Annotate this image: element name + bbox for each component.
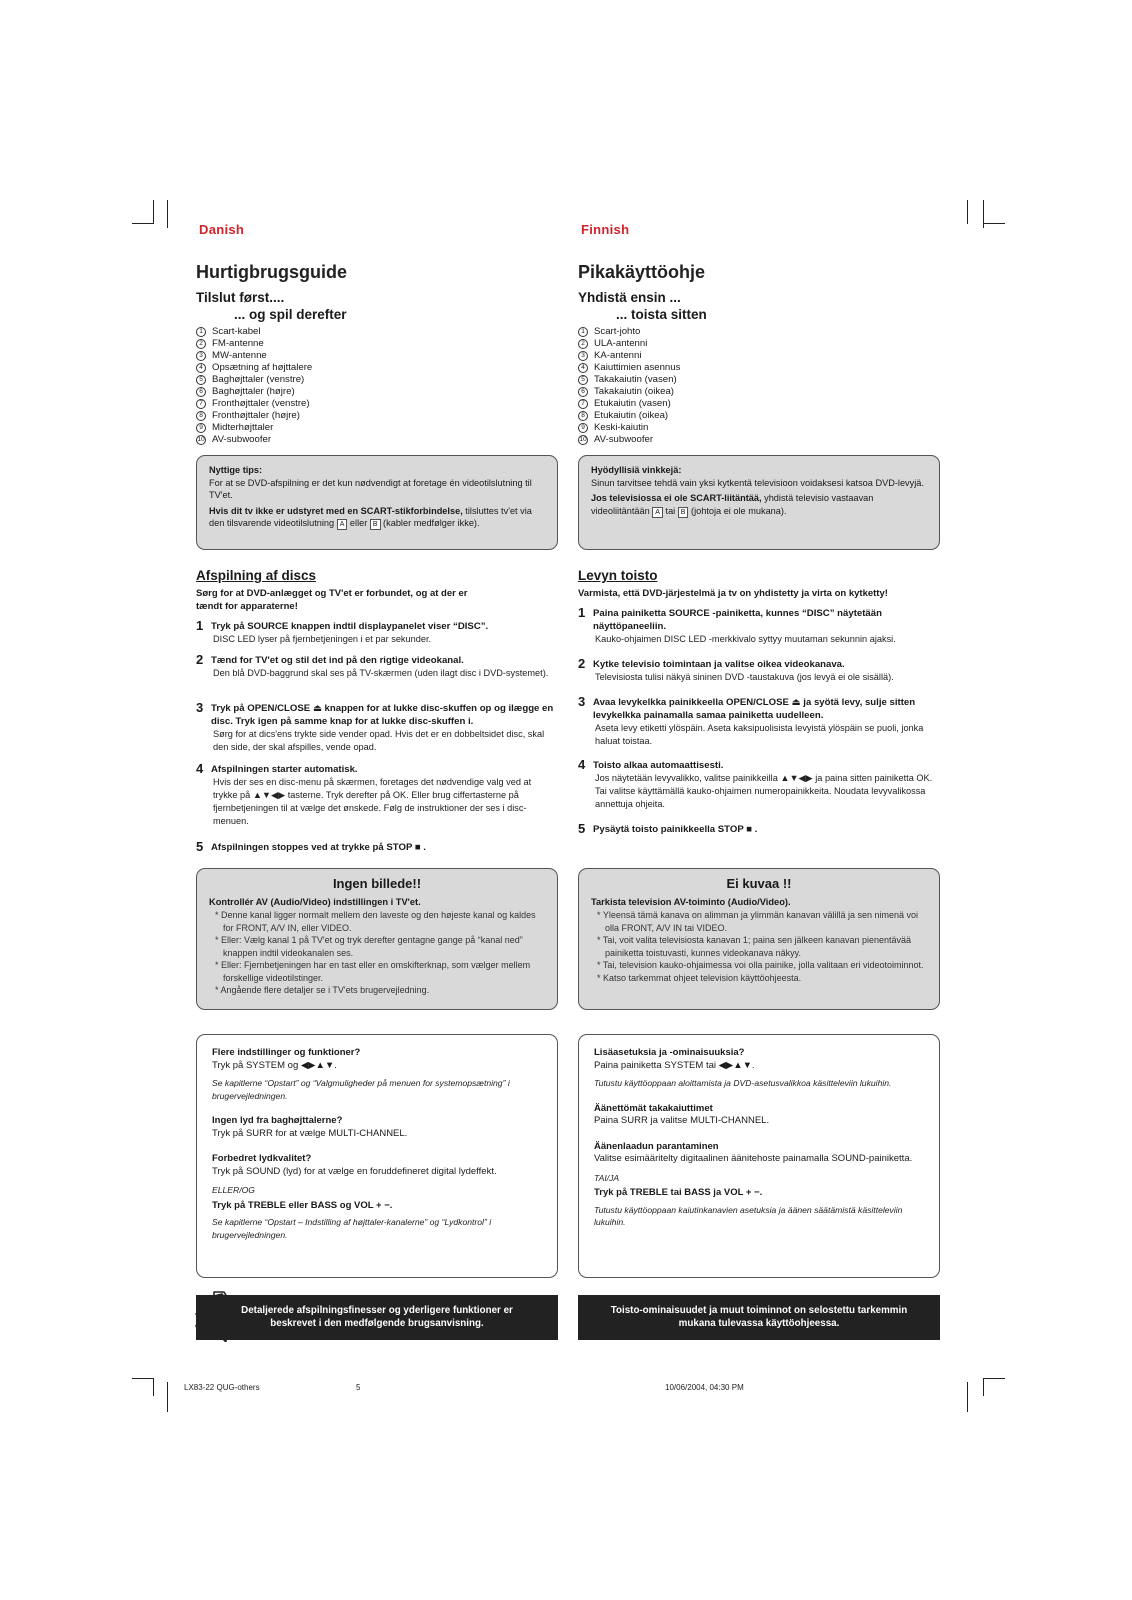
list-item: 9 Keski-kaiutin xyxy=(578,422,680,434)
list-item: 6 Takakaiutin (oikea) xyxy=(578,386,680,398)
list-item: 5 Takakaiutin (vasen) xyxy=(578,374,680,386)
list-item: * Tai, voit valita televisiosta kanavan 1; paina sen jälkeen kanavan pienentävää painiketta toistuvasti, kunnes videokanava näkyy. xyxy=(597,935,912,958)
crop-mark xyxy=(967,200,968,224)
tips-title: Hyödyllisiä vinkkejä: xyxy=(591,465,682,475)
list-item: 8 Fronthøjttaler (højre) xyxy=(196,410,312,422)
no-picture-title: Ei kuvaa !! xyxy=(726,876,792,891)
crop-mark xyxy=(983,1378,1005,1379)
list-item: * Eller: Fjernbetjeningen har en tast eller en omskifterknap, som vælger mellem forskellige videotilstinger. xyxy=(215,960,531,983)
step-1: 1 Paina painiketta SOURCE -painiketta, kunnes “DISC” näytetään näyttöpaneeliin. Kauko-ohjaimen DISC LED -merkkivalo syttyy muutaman sekunnin ajaksi. xyxy=(578,605,896,644)
list-item: 7 Fronthøjttaler (venstre) xyxy=(196,398,312,410)
step-1: 1 Tryk på SOURCE knappen indtil displaypanelet viser “DISC”. DISC LED lyser på fjernbetjeningen i et par sekunder. xyxy=(196,618,489,644)
more-settings-box: Flere indstillinger og funktioner? Tryk på SYSTEM og ◀▶▲▼. Se kapitlerne “Opstart” og “Valgmuligheder på menuen for systemopsætning” i brugervejledningen. Ingen lyd fra baghøjttalerne? Tryk på SURR for at vælge MULTI-CHANNEL. Forbedret lydkvalitet? Tryk på SOUND (lyd) for at vælge en foruddefineret digital lydeffekt. ELLER/OG Tryk på TREBLE eller BASS og VOL + −. Se kapitlerne “Opstart – Indstilling af højttaler-kanalerne” og “Lydkontrol” i brugervejledningen. xyxy=(196,1034,558,1278)
list-item: 5 Baghøjttaler (venstre) xyxy=(196,374,312,386)
list-item: 10 AV-subwoofer xyxy=(197,434,272,445)
tips-box xyxy=(578,455,940,550)
subtitle-play: ... og spil derefter xyxy=(234,307,347,322)
connector-label: B xyxy=(370,519,381,530)
tips-title: Nyttige tips: xyxy=(209,465,263,475)
parts-list xyxy=(196,326,312,446)
parts-list xyxy=(578,326,680,446)
finnish-column xyxy=(578,222,940,1329)
section-title: Afspilning af discs xyxy=(196,568,317,583)
list-item: 10 AV-subwoofer xyxy=(579,434,654,445)
tips-line: For at se DVD-afspilning er det kun nødvendigt at foretage én videotilslutning til TV'et. xyxy=(209,477,532,500)
list-item: * Tai, television kauko-ohjaimessa voi olla painike, jolla valitaan eri videotoiminnot. xyxy=(597,960,924,970)
guide-title: Hurtigbrugsguide xyxy=(196,262,347,282)
tips-line: Sinun tarvitsee tehdä vain yksi kytkentä televisioon voidaksesi katsoa DVD-levyjä. xyxy=(591,477,924,488)
list-item: 9 Midterhøjttaler xyxy=(196,422,312,434)
language-label: Finnish xyxy=(581,222,630,237)
list-item: 2 FM-antenne xyxy=(196,338,312,350)
subtitle-play: ... toista sitten xyxy=(616,307,707,322)
step-5: 5 Pysäytä toisto painikkeella STOP ■ . xyxy=(578,821,758,836)
connector-label: B xyxy=(678,507,689,518)
no-picture-heading: Kontrollér AV (Audio/Video) indstillingen i TV'et. xyxy=(209,897,421,907)
list-item: 2 ULA-antenni xyxy=(578,338,680,350)
language-label: Danish xyxy=(199,222,245,237)
list-item: * Katso tarkemmat ohjeet television käyttöohjeesta. xyxy=(597,972,802,983)
list-item: * Denne kanal ligger normalt mellem den laveste og den højeste kanal og kaldes for FRONT, A/V IN, eller VIDEO. xyxy=(215,910,536,933)
tips-line: Hvis dit tv ikke er udstyret med en SCART-stikforbindelse, tilsluttes tv'et via den tilsvarende videotilslutning A eller B (kabler medfølger ikke). xyxy=(209,505,532,528)
list-item: 1 Scart-kabel xyxy=(196,326,312,338)
section-intro: Varmista, että DVD-järjestelmä ja tv on yhdistetty ja virta on kytketty! xyxy=(578,588,888,599)
list-item: 4 Opsætning af højttalere xyxy=(196,362,312,374)
crop-mark xyxy=(983,223,1005,224)
list-item: 8 Etukaiutin (oikea) xyxy=(578,410,680,422)
info-bar: Toisto-ominaisuudet ja muut toiminnot on selostettu tarkemmin mukana tulevassa käyttöohjeessa. xyxy=(578,1295,940,1340)
list-item: * Yleensä tämä kanava on alimman ja ylimmän kanavan välillä ja sen nimenä voi olla FRONT, A/V IN tai VIDEO. xyxy=(597,910,919,933)
footer-page: 5 xyxy=(356,1383,361,1392)
footer-date: 10/06/2004, 04:30 PM xyxy=(665,1383,744,1392)
step-3: 3 Tryk på OPEN/CLOSE ⏏ knappen for at lukke disc-skuffen op og ilægge en disc. Tryk igen på samme knap for at lukke disc-skuffen i. Sørg for at dics'ens trykte side vender opad. Hvis det er en dobbeltsidet disc, skal den side, der skal afspilles, vende opad. xyxy=(196,700,554,752)
step-2: 2 Tænd for TV'et og stil det ind på den rigtige videokanal. Den blå DVD-baggrund skal ses på TV-skærmen (uden ilagt disc i DVD-systemet). xyxy=(196,652,549,678)
no-picture-box xyxy=(196,868,558,1010)
danish-column xyxy=(196,222,558,1329)
crop-mark xyxy=(132,1378,154,1379)
more-settings-box: Lisäasetuksia ja -ominaisuuksia? Paina painiketta SYSTEM tai ◀▶▲▼. Tutustu käyttöoppaan aloittamista ja DVD-asetusvalikkoa käsitteleviin lukuihin. Äänettömät takakaiuttimet Paina SURR ja valitse MULTI-CHANNEL. Äänenlaadun parantaminen Valitse esimääritelty digitaalinen äänitehoste painamalla SOUND-painiketta. TAI/JA Tryk på TREBLE tai BASS ja VOL + −. Tutustu käyttöoppaan kaiutinkanavien asetuksia ja äänen säätämistä käsitteleviin lukuihin. xyxy=(578,1034,940,1278)
info-bar: Detaljerede afspilningsfinesser og yderligere funktioner er beskrevet i den medfølgende brugsanvisning. xyxy=(196,1295,558,1340)
crop-mark xyxy=(967,1382,968,1412)
crop-mark xyxy=(132,223,154,224)
list-item: 3 KA-antenni xyxy=(578,350,680,362)
no-picture-heading: Tarkista television AV-toiminto (Audio/Video). xyxy=(591,897,791,907)
list-item: 1 Scart-johto xyxy=(578,326,680,338)
crop-mark xyxy=(983,1378,984,1396)
guide-title: Pikakäyttöohje xyxy=(578,262,706,282)
crop-mark xyxy=(167,200,168,228)
section-intro: Sørg for at DVD-anlægget og TV'et er forbundet, og at der er tændt for apparaterne! xyxy=(196,588,468,612)
list-item: 3 MW-antenne xyxy=(196,350,312,362)
crop-mark xyxy=(167,1382,168,1412)
step-2: 2 Kytke televisio toimintaan ja valitse oikea videokanava. Televisiosta tulisi näkyä sininen DVD -taustakuva (jos levyä ei ole sisällä). xyxy=(578,656,894,682)
section-title: Levyn toisto xyxy=(578,568,658,583)
list-item: 6 Baghøjttaler (højre) xyxy=(196,386,312,398)
list-item: 4 Kaiuttimien asennus xyxy=(578,362,680,374)
step-4: 4 Toisto alkaa automaattisesti. Jos näytetään levyvalikko, valitse painikkeilla ▲▼◀▶ ja paina sitten painiketta OK. Tai valitse käyttämällä kauko-ohjaimen numeropainikkeita. Noudata levyvalikossa annettuja ohjeita. xyxy=(578,757,933,809)
footer-file: LX83-22 QUG-others xyxy=(184,1383,260,1392)
subtitle-connect: Tilslut først.... xyxy=(196,290,285,305)
tips-box xyxy=(196,455,558,550)
no-picture-box xyxy=(578,868,940,1010)
no-picture-title: Ingen billede!! xyxy=(332,876,422,891)
list-item: * Eller: Vælg kanal 1 på TV'et og tryk derefter gentagne gange på “kanal ned” knappen indtil videokanalen ses. xyxy=(215,935,523,958)
list-item: * Angående flere detaljer se i TV'ets brugervejledning. xyxy=(215,985,430,995)
step-4: 4 Afspilningen starter automatisk. Hvis der ses en disc-menu på skærmen, foretages det nødvendige valg ved at trykke på ▲▼◀▶ tasterne. Tryk derefter på OK. Eller brug ciffertasterne på fjernbetjeningen til at vælge det ønskede. Følg de instruktioner der ses i disc-menuen. xyxy=(196,761,532,826)
list-item: 7 Etukaiutin (vasen) xyxy=(578,398,680,410)
connector-label: A xyxy=(337,519,348,530)
step-3: 3 Avaa levykelkka painikkeella OPEN/CLOSE ⏏ ja syötä levy, sulje sitten levykelkka painamalla samaa painiketta uudelleen. Aseta levy etiketti ylöspäin. Aseta kaksipuolisista levyistä ylöspäin se puoli, jonka haluat toistaa. xyxy=(578,694,924,746)
step-5: 5 Afspilningen stoppes ved at trykke på STOP ■ . xyxy=(196,839,426,854)
tips-line: Jos televisiossa ei ole SCART-liitäntää, yhdistä televisio vastaavan videoliitäntään A tai B (johtoja ei ole mukana). xyxy=(591,493,874,516)
subtitle-connect: Yhdistä ensin ... xyxy=(578,290,681,305)
crop-mark xyxy=(153,200,154,224)
recycle-icon xyxy=(194,1290,250,1342)
crop-mark xyxy=(153,1378,154,1396)
connector-label: A xyxy=(652,507,663,518)
